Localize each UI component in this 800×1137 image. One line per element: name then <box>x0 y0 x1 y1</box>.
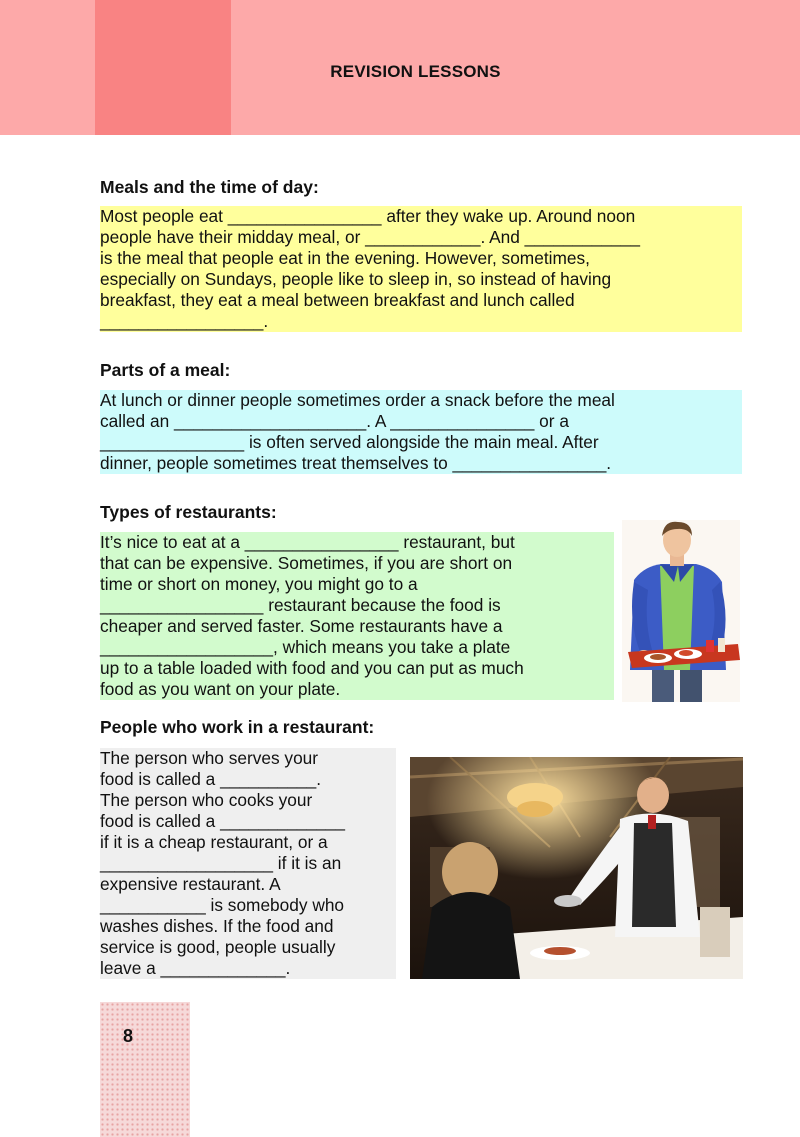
people-line: __________________ if it is an <box>100 853 342 873</box>
parts-line: _______________ is often served alongside the main meal. After <box>100 432 599 452</box>
meals-text-block <box>100 206 742 332</box>
meals-line: Most people eat ________________ after they wake up. Around noon <box>100 206 636 226</box>
section-heading-people: People who work in a restaurant: <box>100 717 375 737</box>
page-title: REVISION LESSONS <box>330 62 501 81</box>
meals-line: _________________. <box>100 311 269 331</box>
types-line: __________________, which means you take a plate <box>100 637 511 657</box>
parts-line: called an ____________________. A _______________ or a <box>100 411 569 431</box>
types-line: that can be expensive. Sometimes, if you are short on <box>100 553 513 573</box>
page-number: 8 <box>123 1026 134 1046</box>
meals-line: breakfast, they eat a meal between breakfast and lunch called <box>100 290 575 310</box>
meals-line: is the meal that people eat in the evening. However, sometimes, <box>100 248 590 268</box>
people-text-block <box>100 748 396 979</box>
people-line: food is called a __________. <box>100 769 321 789</box>
section-heading-parts: Parts of a meal: <box>100 360 231 380</box>
restaurant-waiter-photo <box>410 757 743 979</box>
parts-line: At lunch or dinner people sometimes order a snack before the meal <box>100 390 615 410</box>
parts-line: dinner, people sometimes treat themselves to ________________. <box>100 453 612 473</box>
page-number-box <box>100 1002 190 1137</box>
people-line: food is called a _____________ <box>100 811 346 831</box>
types-line: food as you want on your plate. <box>100 679 341 699</box>
boy-with-tray-illustration <box>622 520 740 702</box>
types-text-block <box>100 532 614 700</box>
people-line: if it is a cheap restaurant, or a <box>100 832 328 852</box>
section-heading-types: Types of restaurants: <box>100 502 277 522</box>
types-line: _________________ restaurant because the food is <box>100 595 501 615</box>
parts-text-block <box>100 390 742 474</box>
types-line: It’s nice to eat at a ________________ restaurant, but <box>100 532 515 552</box>
people-line: washes dishes. If the food and <box>100 916 334 936</box>
types-line: cheaper and served faster. Some restaurants have a <box>100 616 503 636</box>
people-line: expensive restaurant. A <box>100 874 281 894</box>
header-accent-block <box>95 0 231 135</box>
people-line: service is good, people usually <box>100 937 336 957</box>
section-heading-meals: Meals and the time of day: <box>100 177 319 197</box>
meals-line: especially on Sundays, people like to sleep in, so instead of having <box>100 269 612 289</box>
meals-line: people have their midday meal, or ____________. And ____________ <box>100 227 640 247</box>
types-line: up to a table loaded with food and you can put as much <box>100 658 524 678</box>
types-line: time or short on money, you might go to a <box>100 574 418 594</box>
people-line: The person who serves your <box>100 748 319 768</box>
people-line: leave a _____________. <box>100 958 291 978</box>
people-line: The person who cooks your <box>100 790 313 810</box>
people-line: ___________ is somebody who <box>100 895 345 915</box>
